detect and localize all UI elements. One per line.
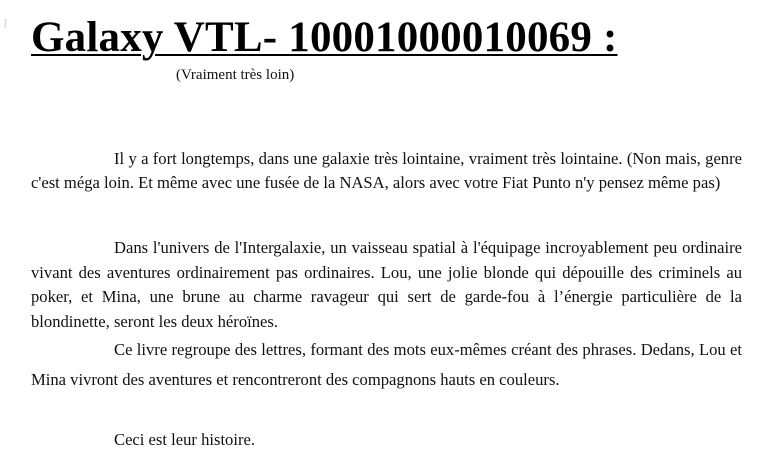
paragraph-text: Ce livre regroupe des lettres, formant des mots eux-mêmes créant des phrases. Dedans, Lou et Mina vivront des aventures et rencontreront des compagnons hauts en couleurs. (31, 340, 742, 389)
paragraph-universe (31, 236, 742, 334)
text-cursor-icon: I (3, 17, 8, 32)
paragraph-text: Dans l'univers de l'Intergalaxie, un vaisseau spatial à l'équipage incroyablement peu ordinaire vivant des aventures ordinairement pas ordinaires. Lou, une jolie blonde qui dépouille des criminels au poker, et Mina, une brune au charme ravageur qui sert de garde-fou à l’énergie particulière de la blondinette, seront les deux héroïnes. (31, 238, 742, 331)
paragraph-intro (31, 147, 742, 194)
paragraph-text: Il y a fort longtemps, dans une galaxie très lointaine, vraiment très lointaine. (Non mais, genre c'est méga loin. Et même avec une fusée de la NASA, alors avec votre Fiat Punto n'y pensez même pas) (31, 149, 742, 192)
document-title: Galaxy VTL- 10001000010069 : (31, 14, 618, 61)
paragraph-text: Ceci est leur histoire. (114, 430, 256, 449)
paragraph-closing (31, 428, 742, 452)
document-subtitle: (Vraiment très loin) (176, 67, 295, 83)
paragraph-book (31, 335, 742, 395)
